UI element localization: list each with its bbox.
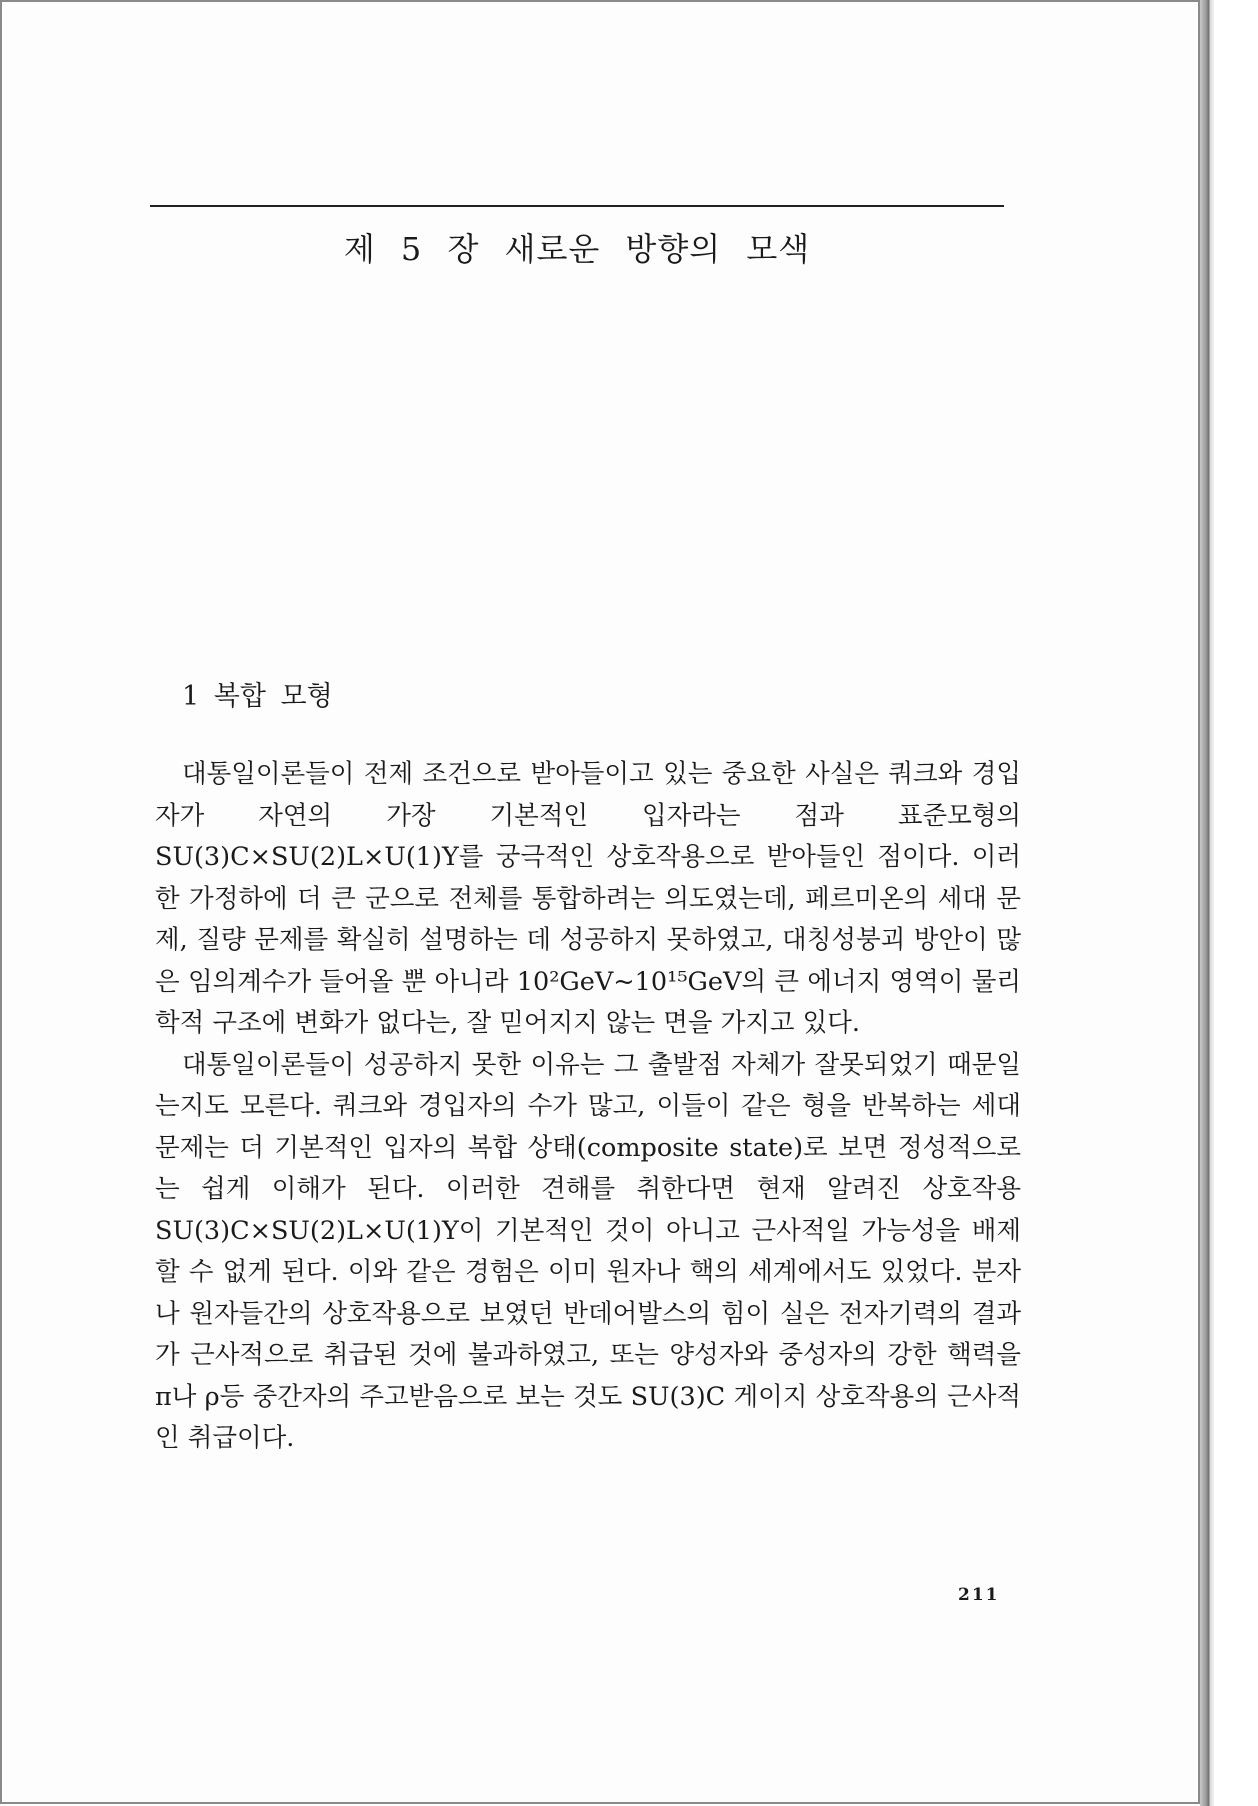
chapter-title: 제 5 장 새로운 방향의 모색: [343, 230, 811, 268]
page-edge: [1200, 0, 1214, 1806]
chapter-rule: [150, 205, 1004, 207]
paragraph-2: 대통일이론들이 성공하지 못한 이유는 그 출발점 자체가 잘못되었기 때문일는지도 모른다. 쿼크와 경입자의 수가 많고, 이들이 같은 형을 반복하는 세대 문제는 더 기본적인 입자의 복합 상태(composite state)로 보면 정성적으로는 쉽게 이해가 된다. 이러한 견해를 취한다면 현재 알려진 상호작용 SU(3)C×SU(2)L×U(1)Y이 기본적인 것이 아니고 근사적일 가능성을 배제할 수 없게 된다. 이와 같은 경험은 이미 원자나 핵의 세계에서도 있었다. 분자나 원자들간의 상호작용으로 보였던 반데어발스의 힘이 실은 전자기력의 결과가 근사적으로 취급된 것에 불과하였고, 또는 양성자와 중성자의 강한 핵력을 π나 ρ등 중간자의 주고받음으로 보는 것도 SU(3)C 게이지 상호작용의 근사적인 취급이다.: [155, 1049, 1021, 1453]
page-number: 211: [958, 1585, 1000, 1605]
body-text: [155, 754, 1021, 1460]
section-heading: 1 복합 모형: [182, 681, 333, 712]
paragraph-1: 대통일이론들이 전제 조건으로 받아들이고 있는 중요한 사실은 쿼크와 경입자가 자연의 가장 기본적인 입자라는 점과 표준모형의 SU(3)C×SU(2)L×U(1)Y를 궁극적인 상호작용으로 받아들인 점이다. 이러한 가정하에 더 큰 군으로 전체를 통합하려는 의도였는데, 페르미온의 세대 문제, 질량 문제를 확실히 설명하는 데 성공하지 못하였고, 대칭성붕괴 방안이 많은 임의계수가 들어올 뿐 아니라 10²GeV~10¹⁵GeV의 큰 에너지 영역이 물리학적 구조에 변화가 없다는, 잘 믿어지지 않는 면을 가지고 있다.: [155, 759, 1021, 1038]
